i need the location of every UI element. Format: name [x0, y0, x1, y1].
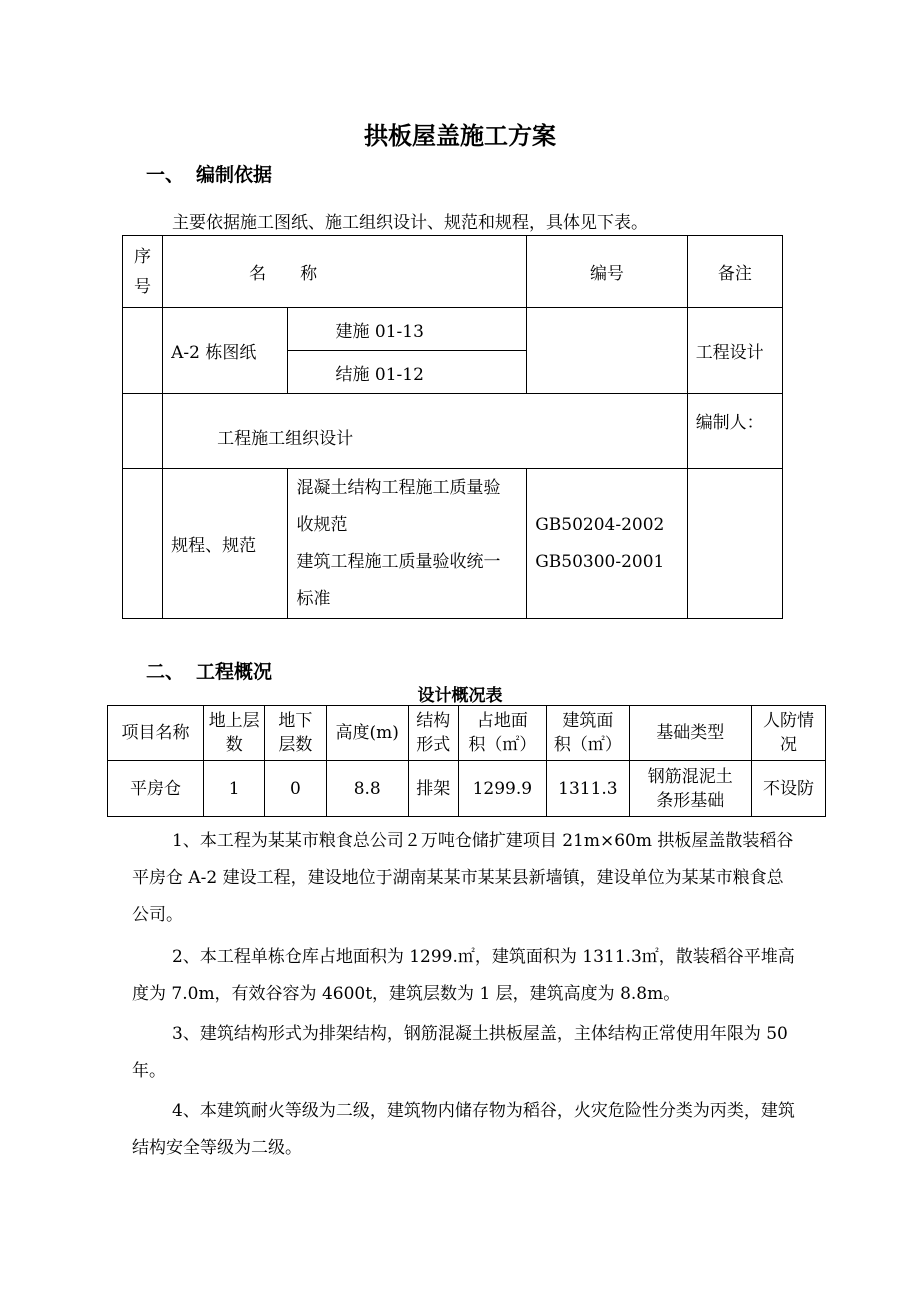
col-build-area-l1: 建筑面	[562, 711, 614, 731]
cell-below: 0	[265, 761, 326, 817]
cell-height: 8.8	[326, 761, 408, 817]
col-above-floors-l2: 数	[225, 735, 243, 755]
cell-above: 1	[204, 761, 265, 817]
col-below-floors-l2: 层数	[278, 735, 313, 755]
row3-spec1-line1: 混凝土结构工程施工质量验	[296, 477, 501, 498]
section1-number: 一、	[146, 164, 185, 186]
design-table	[107, 705, 826, 817]
paragraph-3: 3、建筑结构形式为排架结构，钢筋混凝土拱板屋盖，主体结构正常使用年限为 50 年。	[132, 1024, 788, 1081]
header-seq	[123, 236, 163, 308]
col-build-area	[547, 706, 629, 761]
header-name: 名 称	[163, 236, 527, 308]
cell-foundation-l2: 条形基础	[656, 790, 725, 811]
col-civil-defense-l2: 况	[780, 735, 797, 755]
col-below-floors	[265, 706, 326, 761]
row3-spec1-line2: 收规范	[296, 514, 348, 535]
design-table-row	[108, 761, 826, 817]
row3-spec2-line1: 建筑工程施工质量验收统一	[296, 551, 501, 572]
row1-name: A-2 栋图纸	[163, 308, 288, 394]
row3-specs	[288, 469, 527, 619]
col-land-area	[458, 706, 547, 761]
col-land-area-l1: 占地面	[476, 711, 528, 731]
paragraph-4: 4、本建筑耐火等级为二级，建筑物内储存物为稻谷，火灾危险性分类为丙类，建筑结构安全等级为二级。	[132, 1101, 795, 1158]
col-above-floors	[204, 706, 265, 761]
cell-build-area: 1311.3	[547, 761, 629, 817]
section1-heading: 编制依据	[196, 164, 273, 186]
col-above-floors-l1: 地上层	[208, 711, 260, 731]
row3-code1: GB50204-2002	[535, 514, 665, 535]
row3-codes	[527, 469, 687, 619]
paragraph-1: 1、本工程为某某市粮食总公司２万吨仓储扩建项目 21m×60m 拱板屋盖散装稻谷平房仓 A-2 建设工程，建设地位于湖南某某市某某县新墙镇，建设单位为某某市粮食总公司。	[132, 831, 794, 925]
row3-name: 规程、规范	[163, 469, 288, 619]
header-seq-label: 序号	[134, 246, 152, 297]
section2-heading: 工程概况	[196, 661, 273, 683]
row1-code	[527, 308, 687, 394]
row3-spec2-line2: 标准	[296, 588, 331, 609]
basis-row-1a	[123, 308, 783, 351]
cell-name: 平房仓	[108, 761, 204, 817]
cell-land-area: 1299.9	[458, 761, 547, 817]
cell-civil-defense: 不设防	[752, 761, 826, 817]
row1-sub1: 建施 01-13	[288, 308, 527, 351]
col-foundation: 基础类型	[629, 706, 751, 761]
document-title: 拱板屋盖施工方案	[364, 122, 556, 150]
row1-note: 工程设计	[687, 308, 782, 394]
cell-foundation	[629, 761, 751, 817]
row1-seq	[123, 308, 163, 394]
row2-seq	[123, 394, 163, 469]
row3-note	[687, 469, 782, 619]
col-build-area-l2: 积（㎡）	[553, 735, 622, 755]
row2-name: 工程施工组织设计	[163, 394, 688, 469]
cell-structure: 排架	[408, 761, 458, 817]
basis-table	[122, 235, 783, 619]
col-height: 高度(m)	[326, 706, 408, 761]
cell-foundation-l1: 钢筋混泥土	[647, 766, 733, 787]
design-table-header	[108, 706, 826, 761]
header-note: 备注	[687, 236, 782, 308]
col-land-area-l2: 积（㎡）	[468, 735, 537, 755]
row2-note: 编制人：	[687, 394, 782, 469]
row1-sub2: 结施 01-12	[288, 351, 527, 394]
section1-intro: 主要依据施工图纸、施工组织设计、规范和规程，具体见下表。	[172, 213, 648, 233]
row3-code2: GB50300-2001	[535, 551, 665, 572]
basis-row-2	[123, 394, 783, 469]
row3-seq	[123, 469, 163, 619]
paragraph-2: 2、本工程单栋仓库占地面积为 1299.㎡，建筑面积为 1311.3㎡，散装稻谷平堆高度为 7.0m，有效谷容为 4600t，建筑层数为 1 层，建筑高度为 8.8m。	[132, 947, 795, 1004]
col-civil-defense	[752, 706, 826, 761]
header-code: 编号	[527, 236, 687, 308]
basis-table-header	[123, 236, 783, 308]
section2-number: 二、	[146, 661, 185, 683]
col-structure	[408, 706, 458, 761]
col-structure-l1: 结构	[416, 711, 451, 731]
design-table-caption: 设计概况表	[417, 686, 503, 706]
col-below-floors-l1: 地下	[278, 711, 313, 731]
col-civil-defense-l1: 人防情	[763, 711, 814, 731]
col-structure-l2: 形式	[416, 735, 451, 755]
col-project-name: 项目名称	[108, 706, 204, 761]
basis-row-3	[123, 469, 783, 619]
